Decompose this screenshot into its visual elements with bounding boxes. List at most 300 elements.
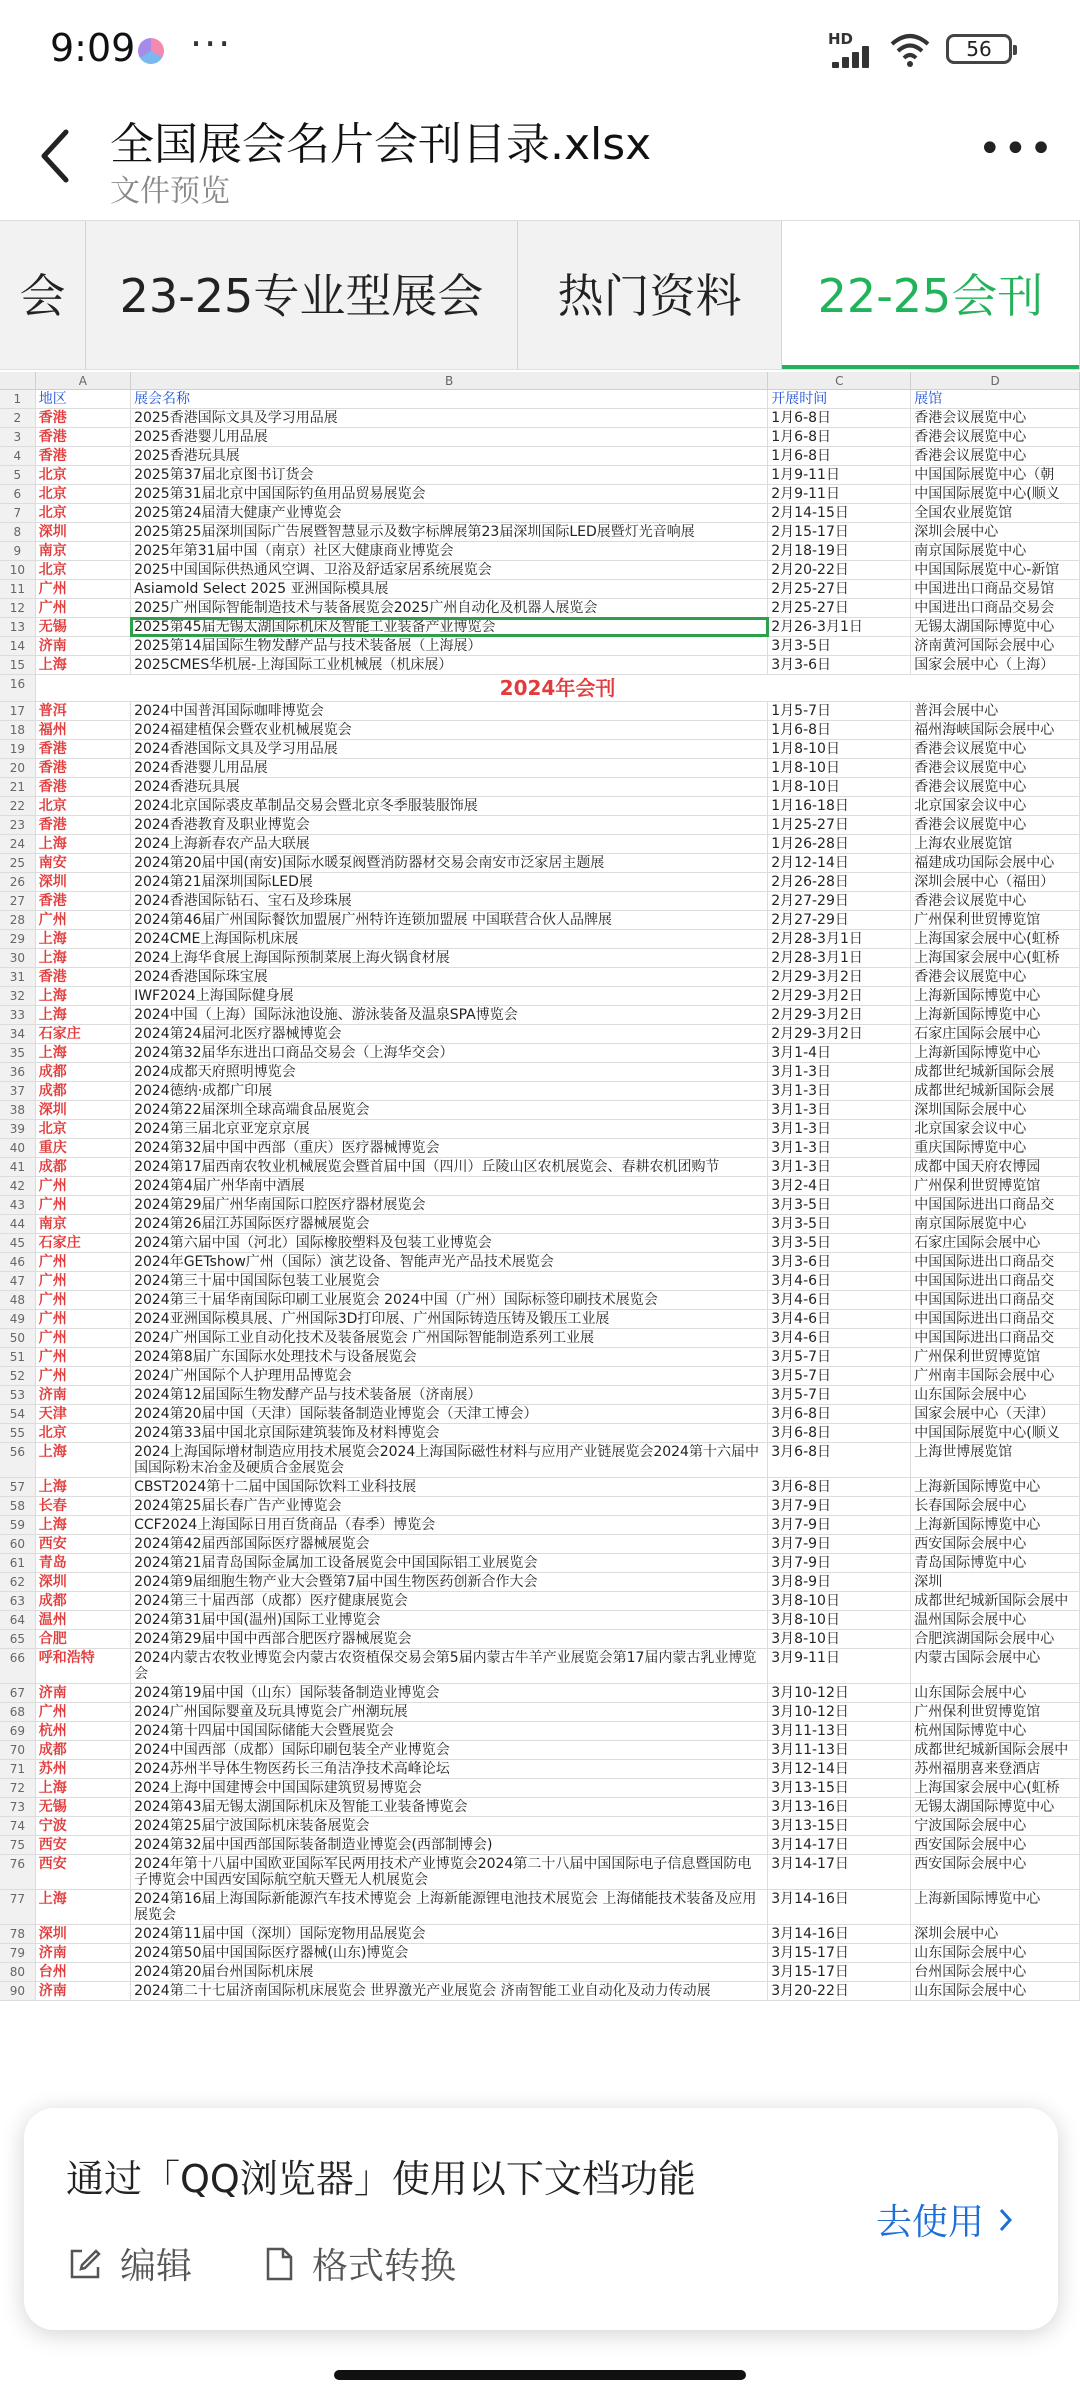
expo-name-cell[interactable]: 2024第十四届中国国际储能大会暨展览会	[131, 1722, 768, 1740]
expo-name-cell[interactable]: IWF2024上海国际健身展	[131, 987, 768, 1005]
region-cell[interactable]: 广州	[36, 1348, 131, 1366]
expo-name-cell[interactable]: 2024香港玩具展	[131, 778, 768, 796]
expo-name-cell[interactable]: 2024上海华食展上海国际预制菜展上海火锅食材展	[131, 949, 768, 967]
column-header-a[interactable]: A	[36, 372, 131, 389]
row-number[interactable]: 53	[0, 1386, 36, 1404]
region-cell[interactable]: 上海	[36, 1443, 131, 1477]
row-number[interactable]: 50	[0, 1329, 36, 1347]
expo-name-cell[interactable]: 2024上海中国建博会中国国际建筑贸易博览会	[131, 1779, 768, 1797]
row-number[interactable]: 42	[0, 1177, 36, 1195]
row-number[interactable]: 55	[0, 1424, 36, 1442]
region-cell[interactable]: 济南	[36, 1386, 131, 1404]
expo-name-cell[interactable]: 2024广州国际工业自动化技术及装备展览会 广州国际智能制造系列工业展	[131, 1329, 768, 1347]
expo-name-cell[interactable]: 2024第42届西部国际医疗器械展览会	[131, 1535, 768, 1553]
region-cell[interactable]: 无锡	[36, 618, 131, 636]
venue-cell[interactable]: 上海国家会展中心(虹桥	[911, 930, 1080, 948]
row-number[interactable]: 7	[0, 504, 36, 522]
expo-name-cell[interactable]: 2024第21届青岛国际金属加工设备展览会中国国际铝工业展览会	[131, 1554, 768, 1572]
region-cell[interactable]: 上海	[36, 1779, 131, 1797]
region-cell[interactable]: 上海	[36, 1478, 131, 1496]
expo-name-cell[interactable]: 2024第8届广东国际水处理技术与设备展览会	[131, 1348, 768, 1366]
expo-name-cell[interactable]: 2024CME上海国际机床展	[131, 930, 768, 948]
region-cell[interactable]: 深圳	[36, 1925, 131, 1943]
expo-name-cell[interactable]: 展会名称	[131, 390, 768, 408]
row-number[interactable]: 22	[0, 797, 36, 815]
venue-cell[interactable]: 上海新国际博览中心	[911, 1044, 1080, 1062]
expo-name-cell[interactable]: 2024广州国际个人护理用品博览会	[131, 1367, 768, 1385]
row-number[interactable]: 49	[0, 1310, 36, 1328]
date-cell[interactable]: 3月6-8日	[768, 1478, 911, 1496]
region-cell[interactable]: 上海	[36, 1890, 131, 1924]
row-number[interactable]: 65	[0, 1630, 36, 1648]
row-number[interactable]: 58	[0, 1497, 36, 1515]
venue-cell[interactable]: 中国进出口商品交易会	[911, 599, 1080, 617]
region-cell[interactable]: 济南	[36, 1982, 131, 2000]
expo-name-cell[interactable]: 2024第12届国际生物发酵产品与技术装备展（济南展）	[131, 1386, 768, 1404]
venue-cell[interactable]: 广州保利世贸博览馆	[911, 911, 1080, 929]
date-cell[interactable]: 3月7-9日	[768, 1554, 911, 1572]
row-number[interactable]: 15	[0, 656, 36, 674]
row-number[interactable]: 54	[0, 1405, 36, 1423]
row-number[interactable]: 1	[0, 390, 36, 408]
row-number[interactable]: 57	[0, 1478, 36, 1496]
date-cell[interactable]: 3月5-7日	[768, 1348, 911, 1366]
row-number[interactable]: 56	[0, 1443, 36, 1477]
venue-cell[interactable]: 上海国家会展中心(虹桥	[911, 949, 1080, 967]
row-number[interactable]: 41	[0, 1158, 36, 1176]
region-cell[interactable]: 北京	[36, 1120, 131, 1138]
date-cell[interactable]: 3月13-15日	[768, 1779, 911, 1797]
row-number[interactable]: 37	[0, 1082, 36, 1100]
date-cell[interactable]: 1月8-10日	[768, 778, 911, 796]
row-number[interactable]: 80	[0, 1963, 36, 1981]
row-number[interactable]: 62	[0, 1573, 36, 1591]
venue-cell[interactable]: 无锡太湖国际博览中心	[911, 1798, 1080, 1816]
venue-cell[interactable]: 中国国际进出口商品交	[911, 1329, 1080, 1347]
expo-name-cell[interactable]: 2024成都天府照明博览会	[131, 1063, 768, 1081]
region-cell[interactable]: 无锡	[36, 1798, 131, 1816]
venue-cell[interactable]: 成都世纪城新国际会展	[911, 1063, 1080, 1081]
date-cell[interactable]: 2月18-19日	[768, 542, 911, 560]
venue-cell[interactable]: 香港会议展览中心	[911, 778, 1080, 796]
expo-name-cell[interactable]: 2024第29届中国中西部合肥医疗器械展览会	[131, 1630, 768, 1648]
date-cell[interactable]: 3月7-9日	[768, 1516, 911, 1534]
row-number[interactable]: 12	[0, 599, 36, 617]
venue-cell[interactable]: 中国国际展览中心(顺义	[911, 485, 1080, 503]
expo-name-cell[interactable]: 2024第二十七届济南国际机床展览会 世界激光产业展览会 济南智能工业自动化及动力传动展	[131, 1982, 768, 2000]
date-cell[interactable]: 3月4-6日	[768, 1291, 911, 1309]
date-cell[interactable]: 2月27-29日	[768, 911, 911, 929]
venue-cell[interactable]: 广州南丰国际会展中心	[911, 1367, 1080, 1385]
region-cell[interactable]: 上海	[36, 1006, 131, 1024]
section-title-cell[interactable]: 2024年会刊	[36, 675, 1080, 701]
region-cell[interactable]: 广州	[36, 1196, 131, 1214]
row-number[interactable]: 4	[0, 447, 36, 465]
region-cell[interactable]: 南京	[36, 542, 131, 560]
venue-cell[interactable]: 重庆国际博览中心	[911, 1139, 1080, 1157]
venue-cell[interactable]: 内蒙古国际会展中心	[911, 1649, 1080, 1683]
row-number[interactable]: 61	[0, 1554, 36, 1572]
venue-cell[interactable]: 山东国际会展中心	[911, 1386, 1080, 1404]
venue-cell[interactable]: 中国国际展览中心(顺义	[911, 1424, 1080, 1442]
expo-name-cell[interactable]: 2024香港教育及职业博览会	[131, 816, 768, 834]
region-cell[interactable]: 北京	[36, 466, 131, 484]
venue-cell[interactable]: 中国进出口商品交易馆	[911, 580, 1080, 598]
region-cell[interactable]: 广州	[36, 1329, 131, 1347]
date-cell[interactable]: 1月16-18日	[768, 797, 911, 815]
venue-cell[interactable]: 西安国际会展中心	[911, 1855, 1080, 1889]
venue-cell[interactable]: 香港会议展览中心	[911, 428, 1080, 446]
region-cell[interactable]: 温州	[36, 1611, 131, 1629]
row-number[interactable]: 70	[0, 1741, 36, 1759]
expo-name-cell[interactable]: 2024第26届江苏国际医疗器械展览会	[131, 1215, 768, 1233]
row-number[interactable]: 3	[0, 428, 36, 446]
expo-name-cell[interactable]: 2024第50届中国国际医疗器械(山东)博览会	[131, 1944, 768, 1962]
row-number[interactable]: 30	[0, 949, 36, 967]
venue-cell[interactable]: 全国农业展览馆	[911, 504, 1080, 522]
venue-cell[interactable]: 国家会展中心（天津）	[911, 1405, 1080, 1423]
row-number[interactable]: 35	[0, 1044, 36, 1062]
date-cell[interactable]: 3月13-15日	[768, 1817, 911, 1835]
expo-name-cell[interactable]: 2024德纳·成都广印展	[131, 1082, 768, 1100]
row-number[interactable]: 60	[0, 1535, 36, 1553]
date-cell[interactable]: 3月10-12日	[768, 1703, 911, 1721]
region-cell[interactable]: 广州	[36, 1703, 131, 1721]
region-cell[interactable]: 成都	[36, 1063, 131, 1081]
date-cell[interactable]: 3月9-11日	[768, 1649, 911, 1683]
row-number[interactable]: 9	[0, 542, 36, 560]
region-cell[interactable]: 杭州	[36, 1722, 131, 1740]
region-cell[interactable]: 上海	[36, 835, 131, 853]
region-cell[interactable]: 济南	[36, 1944, 131, 1962]
date-cell[interactable]: 1月6-8日	[768, 721, 911, 739]
venue-cell[interactable]: 福州海峡国际会展中心	[911, 721, 1080, 739]
expo-name-cell[interactable]: CCF2024上海国际日用百货商品（春季）博览会	[131, 1516, 768, 1534]
row-number[interactable]: 25	[0, 854, 36, 872]
row-number[interactable]: 28	[0, 911, 36, 929]
region-cell[interactable]: 广州	[36, 599, 131, 617]
row-number[interactable]: 74	[0, 1817, 36, 1835]
region-cell[interactable]: 成都	[36, 1741, 131, 1759]
date-cell[interactable]: 3月3-5日	[768, 1234, 911, 1252]
date-cell[interactable]: 2月15-17日	[768, 523, 911, 541]
date-cell[interactable]: 3月5-7日	[768, 1386, 911, 1404]
region-cell[interactable]: 北京	[36, 797, 131, 815]
row-number[interactable]: 11	[0, 580, 36, 598]
venue-cell[interactable]: 香港会议展览中心	[911, 816, 1080, 834]
region-cell[interactable]: 西安	[36, 1855, 131, 1889]
expo-name-cell[interactable]: 2025第25届深圳国际广告展暨智慧显示及数字标牌展第23届深圳国际LED展暨灯光音响展	[131, 523, 768, 541]
expo-name-cell[interactable]: 2024年GETshow广州（国际）演艺设备、智能声光产品技术展览会	[131, 1253, 768, 1271]
row-number[interactable]: 43	[0, 1196, 36, 1214]
region-cell[interactable]: 济南	[36, 637, 131, 655]
venue-cell[interactable]: 香港会议展览中心	[911, 968, 1080, 986]
expo-name-cell[interactable]: 2024第三十届中国国际包装工业展览会	[131, 1272, 768, 1290]
region-cell[interactable]: 石家庄	[36, 1025, 131, 1043]
date-cell[interactable]: 3月1-4日	[768, 1044, 911, 1062]
venue-cell[interactable]: 山东国际会展中心	[911, 1982, 1080, 2000]
venue-cell[interactable]: 深圳	[911, 1573, 1080, 1591]
region-cell[interactable]: 北京	[36, 561, 131, 579]
date-cell[interactable]: 3月1-3日	[768, 1101, 911, 1119]
date-cell[interactable]: 3月6-8日	[768, 1405, 911, 1423]
expo-name-cell[interactable]: 2024第三届北京亚宠京京展	[131, 1120, 768, 1138]
expo-name-cell[interactable]: 2024苏州半导体生物医药长三角洁净技术高峰论坛	[131, 1760, 768, 1778]
venue-cell[interactable]: 广州保利世贸博览馆	[911, 1703, 1080, 1721]
venue-cell[interactable]: 山东国际会展中心	[911, 1944, 1080, 1962]
date-cell[interactable]: 3月6-8日	[768, 1424, 911, 1442]
region-cell[interactable]: 西安	[36, 1836, 131, 1854]
expo-name-cell[interactable]: 2025中国国际供热通风空调、卫浴及舒适家居系统展览会	[131, 561, 768, 579]
venue-cell[interactable]: 西安国际会展中心	[911, 1535, 1080, 1553]
venue-cell[interactable]: 深圳国际会展中心	[911, 1101, 1080, 1119]
region-cell[interactable]: 广州	[36, 580, 131, 598]
region-cell[interactable]: 成都	[36, 1082, 131, 1100]
column-header-c[interactable]: C	[768, 372, 911, 389]
date-cell[interactable]: 2月25-27日	[768, 599, 911, 617]
date-cell[interactable]: 3月11-13日	[768, 1722, 911, 1740]
date-cell[interactable]: 1月6-8日	[768, 428, 911, 446]
date-cell[interactable]: 3月14-17日	[768, 1836, 911, 1854]
row-number[interactable]: 73	[0, 1798, 36, 1816]
date-cell[interactable]: 1月8-10日	[768, 740, 911, 758]
row-number[interactable]: 44	[0, 1215, 36, 1233]
row-number[interactable]: 77	[0, 1890, 36, 1924]
row-number[interactable]: 51	[0, 1348, 36, 1366]
row-number[interactable]: 10	[0, 561, 36, 579]
expo-name-cell[interactable]: 2024香港国际钻石、宝石及珍珠展	[131, 892, 768, 910]
date-cell[interactable]: 3月4-6日	[768, 1310, 911, 1328]
region-cell[interactable]: 香港	[36, 740, 131, 758]
expo-name-cell[interactable]: 2024上海国际增材制造应用技术展览会2024上海国际磁性材料与应用产业链展览会2024第十六届中国国际粉末冶金及硬质合金展览会	[131, 1443, 768, 1477]
expo-name-cell[interactable]: 2025CMES华机展-上海国际工业机械展（机床展）	[131, 656, 768, 674]
row-number[interactable]: 18	[0, 721, 36, 739]
date-cell[interactable]: 3月12-14日	[768, 1760, 911, 1778]
region-cell[interactable]: 深圳	[36, 873, 131, 891]
venue-cell[interactable]: 普洱会展中心	[911, 702, 1080, 720]
expo-name-cell[interactable]: 2024香港婴儿用品展	[131, 759, 768, 777]
venue-cell[interactable]: 成都世纪城新国际会展	[911, 1082, 1080, 1100]
venue-cell[interactable]: 无锡太湖国际博览中心	[911, 618, 1080, 636]
date-cell[interactable]: 2月28-3月1日	[768, 949, 911, 967]
region-cell[interactable]: 上海	[36, 1516, 131, 1534]
region-cell[interactable]: 福州	[36, 721, 131, 739]
date-cell[interactable]: 2月27-29日	[768, 892, 911, 910]
region-cell[interactable]: 香港	[36, 447, 131, 465]
row-number[interactable]: 38	[0, 1101, 36, 1119]
row-number[interactable]: 36	[0, 1063, 36, 1081]
date-cell[interactable]: 3月14-16日	[768, 1925, 911, 1943]
expo-name-cell[interactable]: 2024第16届上海国际新能源汽车技术博览会 上海新能源锂电池技术展览会 上海储能技术装备及应用展览会	[131, 1890, 768, 1924]
venue-cell[interactable]: 温州国际会展中心	[911, 1611, 1080, 1629]
date-cell[interactable]: 2月14-15日	[768, 504, 911, 522]
row-number[interactable]: 52	[0, 1367, 36, 1385]
date-cell[interactable]: 2月29-3月2日	[768, 987, 911, 1005]
region-cell[interactable]: 广州	[36, 1253, 131, 1271]
more-icon[interactable]: •••	[978, 126, 1055, 172]
row-number[interactable]: 13	[0, 618, 36, 636]
date-cell[interactable]: 3月1-3日	[768, 1120, 911, 1138]
row-number[interactable]: 45	[0, 1234, 36, 1252]
region-cell[interactable]: 香港	[36, 816, 131, 834]
row-number[interactable]: 17	[0, 702, 36, 720]
row-number[interactable]: 8	[0, 523, 36, 541]
date-cell[interactable]: 1月6-8日	[768, 447, 911, 465]
region-cell[interactable]: 广州	[36, 1367, 131, 1385]
row-number[interactable]: 20	[0, 759, 36, 777]
date-cell[interactable]: 2月25-27日	[768, 580, 911, 598]
region-cell[interactable]: 深圳	[36, 1101, 131, 1119]
expo-name-cell[interactable]: 2024第22届深圳全球高端食品展览会	[131, 1101, 768, 1119]
date-cell[interactable]: 3月10-12日	[768, 1684, 911, 1702]
date-cell[interactable]: 2月28-3月1日	[768, 930, 911, 948]
expo-name-cell[interactable]: 2024第20届台州国际机床展	[131, 1963, 768, 1981]
expo-name-cell[interactable]: 2024香港国际文具及学习用品展	[131, 740, 768, 758]
region-cell[interactable]: 宁波	[36, 1817, 131, 1835]
row-number[interactable]: 27	[0, 892, 36, 910]
row-number[interactable]: 34	[0, 1025, 36, 1043]
back-arrow-icon[interactable]	[36, 126, 76, 186]
date-cell[interactable]: 3月3-5日	[768, 637, 911, 655]
region-cell[interactable]: 广州	[36, 1310, 131, 1328]
expo-name-cell[interactable]: 2025第14届国际生物发酵产品与技术装备展（上海展）	[131, 637, 768, 655]
expo-name-cell[interactable]: 2024第19届中国（山东）国际装备制造业博览会	[131, 1684, 768, 1702]
date-cell[interactable]: 1月8-10日	[768, 759, 911, 777]
row-number[interactable]: 23	[0, 816, 36, 834]
expo-name-cell[interactable]: 2024中国（上海）国际泳池设施、游泳装备及温泉SPA博览会	[131, 1006, 768, 1024]
column-header-b[interactable]: B	[131, 372, 768, 389]
venue-cell[interactable]: 合肥滨湖国际会展中心	[911, 1630, 1080, 1648]
venue-cell[interactable]: 展馆	[911, 390, 1080, 408]
venue-cell[interactable]: 中国国际进出口商品交	[911, 1253, 1080, 1271]
venue-cell[interactable]: 杭州国际博览中心	[911, 1722, 1080, 1740]
row-number[interactable]: 66	[0, 1649, 36, 1683]
venue-cell[interactable]: 成都世纪城新国际会展中	[911, 1592, 1080, 1610]
column-header-d[interactable]: D	[911, 372, 1080, 389]
expo-name-cell[interactable]: 2024第20届中国（天津）国际装备制造业博览会（天津工博会）	[131, 1405, 768, 1423]
date-cell[interactable]: 3月14-16日	[768, 1890, 911, 1924]
date-cell[interactable]: 3月6-8日	[768, 1443, 911, 1477]
date-cell[interactable]: 2月29-3月2日	[768, 968, 911, 986]
region-cell[interactable]: 深圳	[36, 1573, 131, 1591]
row-number[interactable]: 71	[0, 1760, 36, 1778]
region-cell[interactable]: 南安	[36, 854, 131, 872]
row-number[interactable]: 75	[0, 1836, 36, 1854]
date-cell[interactable]: 3月7-9日	[768, 1535, 911, 1553]
date-cell[interactable]: 3月1-3日	[768, 1063, 911, 1081]
expo-name-cell[interactable]: 2024第21届深圳国际LED展	[131, 873, 768, 891]
row-number[interactable]: 78	[0, 1925, 36, 1943]
region-cell[interactable]: 济南	[36, 1684, 131, 1702]
expo-name-cell[interactable]: 2024第32届中国中西部（重庆）医疗器械博览会	[131, 1139, 768, 1157]
date-cell[interactable]: 3月1-3日	[768, 1082, 911, 1100]
region-cell[interactable]: 香港	[36, 409, 131, 427]
expo-name-cell[interactable]: 2024第33届中国北京国际建筑装饰及材料博览会	[131, 1424, 768, 1442]
expo-name-cell[interactable]: 2025香港婴儿用品展	[131, 428, 768, 446]
date-cell[interactable]: 3月8-10日	[768, 1630, 911, 1648]
expo-name-cell[interactable]: 2024第25届宁波国际机床装备展览会	[131, 1817, 768, 1835]
tab-22-25-catalogs[interactable]: 22-25会刊	[782, 221, 1080, 370]
venue-cell[interactable]: 上海新国际博览中心	[911, 1516, 1080, 1534]
venue-cell[interactable]: 上海国家会展中心(虹桥	[911, 1779, 1080, 1797]
region-cell[interactable]: 上海	[36, 987, 131, 1005]
row-number[interactable]: 29	[0, 930, 36, 948]
date-cell[interactable]: 3月7-9日	[768, 1497, 911, 1515]
venue-cell[interactable]: 南京国际展览中心	[911, 542, 1080, 560]
region-cell[interactable]: 广州	[36, 911, 131, 929]
venue-cell[interactable]: 香港会议展览中心	[911, 409, 1080, 427]
date-cell[interactable]: 1月26-28日	[768, 835, 911, 853]
expo-name-cell[interactable]: 2024北京国际裘皮革制品交易会暨北京冬季服装服饰展	[131, 797, 768, 815]
expo-name-cell[interactable]: 2024中国普洱国际咖啡博览会	[131, 702, 768, 720]
region-cell[interactable]: 上海	[36, 949, 131, 967]
venue-cell[interactable]: 香港会议展览中心	[911, 759, 1080, 777]
venue-cell[interactable]: 长春国际会展中心	[911, 1497, 1080, 1515]
region-cell[interactable]: 普洱	[36, 702, 131, 720]
date-cell[interactable]: 2月29-3月2日	[768, 1006, 911, 1024]
venue-cell[interactable]: 上海新国际博览中心	[911, 1478, 1080, 1496]
date-cell[interactable]: 3月8-10日	[768, 1592, 911, 1610]
tab-hot-materials[interactable]: 热门资料	[518, 221, 782, 370]
venue-cell[interactable]: 中国国际展览中心-新馆	[911, 561, 1080, 579]
venue-cell[interactable]: 深圳会展中心	[911, 523, 1080, 541]
expo-name-cell[interactable]: 2025第37届北京图书订货会	[131, 466, 768, 484]
date-cell[interactable]: 3月3-6日	[768, 1253, 911, 1271]
region-cell[interactable]: 长春	[36, 1497, 131, 1515]
region-cell[interactable]: 北京	[36, 1424, 131, 1442]
date-cell[interactable]: 3月5-7日	[768, 1367, 911, 1385]
row-number[interactable]: 64	[0, 1611, 36, 1629]
region-cell[interactable]: 北京	[36, 485, 131, 503]
date-cell[interactable]: 3月1-3日	[768, 1139, 911, 1157]
expo-name-cell[interactable]: 2024香港国际珠宝展	[131, 968, 768, 986]
expo-name-cell[interactable]: Asiamold Select 2025 亚洲国际模具展	[131, 580, 768, 598]
row-number[interactable]: 14	[0, 637, 36, 655]
venue-cell[interactable]: 南京国际展览中心	[911, 1215, 1080, 1233]
venue-cell[interactable]: 西安国际会展中心	[911, 1836, 1080, 1854]
region-cell[interactable]: 地区	[36, 390, 131, 408]
venue-cell[interactable]: 深圳会展中心	[911, 1925, 1080, 1943]
row-number[interactable]: 67	[0, 1684, 36, 1702]
expo-name-cell[interactable]: 2025香港玩具展	[131, 447, 768, 465]
expo-name-cell[interactable]: 2025香港国际文具及学习用品展	[131, 409, 768, 427]
region-cell[interactable]: 成都	[36, 1592, 131, 1610]
venue-cell[interactable]: 北京国家会议中心	[911, 797, 1080, 815]
date-cell[interactable]: 3月3-5日	[768, 1196, 911, 1214]
expo-name-cell[interactable]: 2024第29届广州华南国际口腔医疗器材展览会	[131, 1196, 768, 1214]
expo-name-cell[interactable]: 2024亚洲国际模具展、广州国际3D打印展、广州国际铸造压铸及锻压工业展	[131, 1310, 768, 1328]
expo-name-cell[interactable]: 2025第31届北京中国国际钓鱼用品贸易展览会	[131, 485, 768, 503]
expo-name-cell[interactable]: CBST2024第十二届中国国际饮料工业科技展	[131, 1478, 768, 1496]
venue-cell[interactable]: 上海新国际博览中心	[911, 1006, 1080, 1024]
venue-cell[interactable]: 上海农业展览馆	[911, 835, 1080, 853]
venue-cell[interactable]: 深圳会展中心（福田）	[911, 873, 1080, 891]
expo-name-cell[interactable]: 2025广州国际智能制造技术与装备展览会2025广州自动化及机器人展览会	[131, 599, 768, 617]
region-cell[interactable]: 上海	[36, 656, 131, 674]
date-cell[interactable]: 3月15-17日	[768, 1963, 911, 1981]
venue-cell[interactable]: 广州保利世贸博览馆	[911, 1177, 1080, 1195]
row-number[interactable]: 47	[0, 1272, 36, 1290]
venue-cell[interactable]: 成都世纪城新国际会展中	[911, 1741, 1080, 1759]
date-cell[interactable]: 3月20-22日	[768, 1982, 911, 2000]
row-number[interactable]: 48	[0, 1291, 36, 1309]
expo-name-cell[interactable]: 2024内蒙古农牧业博览会内蒙古农资植保交易会第5届内蒙古牛羊产业展览会第17届内蒙古乳业博览会	[131, 1649, 768, 1683]
row-number[interactable]: 16	[0, 675, 36, 701]
expo-name-cell[interactable]: 2024第31届中国(温州)国际工业博览会	[131, 1611, 768, 1629]
region-cell[interactable]: 上海	[36, 930, 131, 948]
row-number[interactable]: 31	[0, 968, 36, 986]
date-cell[interactable]: 开展时间	[768, 390, 911, 408]
